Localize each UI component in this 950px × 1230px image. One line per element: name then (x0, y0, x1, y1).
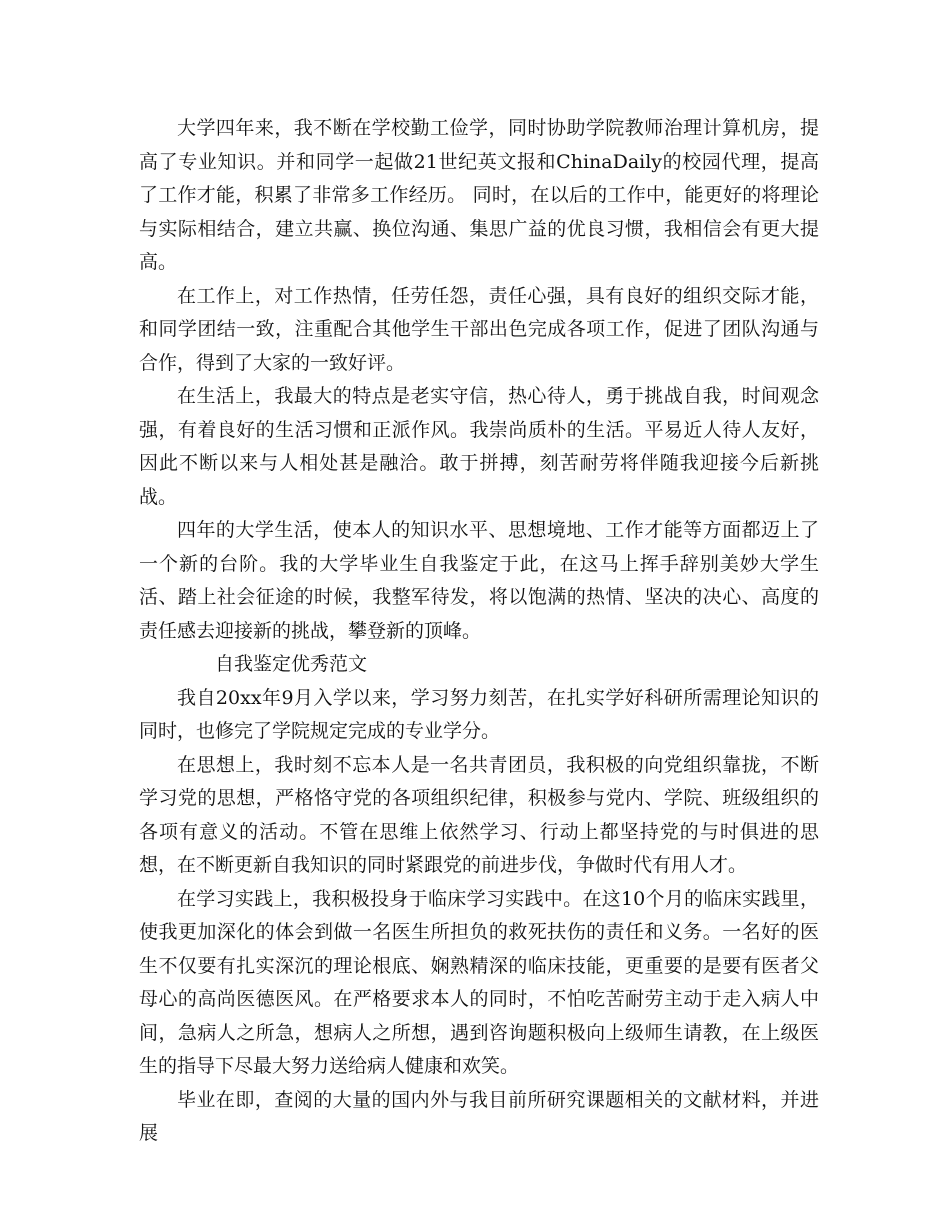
paragraph-graduation: 毕业在即，查阅的大量的国内外与我目前所研究课题相关的文献材料，并进展 (139, 1088, 819, 1144)
paragraph-clinical-practice: 在学习实践上，我积极投身于临床学习实践中。在这10个月的临床实践里，使我更加深化的体会到做一名医生所担负的救死扶伤的责任和义务。一名好的医生不仅要有扎实深沉的理论根底、娴熟精深的临床技能，更重要的是要有医者父母心的高尚医德医风。在严格要求本人的同时，不怕吃苦耐劳主动于走入病人中间，急病人之所急，想病人之所想，遇到咨询题积极向上级师生请教，在上级医生的指导下尽最大努力送给病人健康和欢笑。 (139, 887, 819, 1077)
section-heading: 自我鉴定优秀范文 (215, 653, 368, 675)
paragraph-study-work: 大学四年来，我不断在学校勤工俭学，同时协助学院教师治理计算机房，提高了专业知识。并和同学一起做21世纪英文报和ChinaDaily的校园代理，提高了工作才能，积累了非常多工作经历。 同时，在以后的工作中，能更好的将理论与实际相结合，建立共赢、换位沟通、集思广益的优良习惯，我相信会有更大提高。 (139, 117, 819, 273)
paragraph-ideology: 在思想上，我时刻不忘本人是一名共青团员，我积极的向党组织靠拢，不断学习党的思想，严格恪守党的各项组织纪律，积极参与党内、学院、班级组织的各项有意义的活动。不管在思维上依然学习、行动上都坚持党的与时俱进的思想，在不断更新自我知识的同时紧跟党的前进步伐，争做时代有用人才。 (139, 753, 819, 876)
paragraph-work: 在工作上，对工作热情，任劳任怨，责任心强，具有良好的组织交际才能，和同学团结一致，注重配合其他学生干部出色完成各项工作，促进了团队沟通与合作，得到了大家的一致好评。 (139, 284, 819, 374)
paragraph-summary: 四年的大学生活，使本人的知识水平、思想境地、工作才能等方面都迈上了一个新的台阶。我的大学毕业生自我鉴定于此，在这马上挥手辞别美妙大学生活、踏上社会征途的时候，我整军待发，将以饱满的热情、坚决的决心、高度的责任感去迎接新的挑战，攀登新的顶峰。 (139, 519, 819, 642)
paragraph-enrollment: 我自20xx年9月入学以来，学习努力刻苦，在扎实学好科研所需理论知识的同时，也修完了学院规定完成的专业学分。 (139, 686, 819, 742)
paragraph-life: 在生活上，我最大的特点是老实守信，热心待人，勇于挑战自我，时间观念强，有着良好的生活习惯和正派作风。我崇尚质朴的生活。平易近人待人友好，因此不断以来与人相处甚是融洽。敢于拼搏，刻苦耐劳将伴随我迎接今后新挑战。 (139, 385, 819, 508)
document-page (139, 112, 819, 1151)
